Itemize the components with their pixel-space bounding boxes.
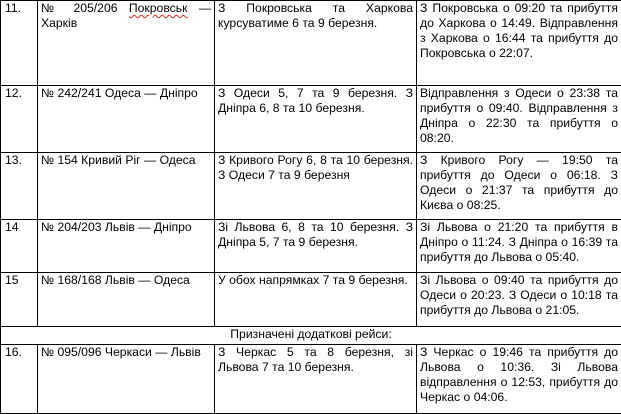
train-route: № 154 Кривий Ріг — Одеса (38, 153, 215, 220)
section-title: Призначені додаткові рейси: (1, 327, 621, 345)
route-city-flagged: Покровськ (129, 1, 188, 15)
train-route: № 168/168 Львів — Одеса (38, 273, 215, 327)
run-dates: З Одеси 5, 7 та 9 березня. З Дніпра 6, 8 та 10 березня. (215, 86, 417, 153)
train-route (38, 1, 215, 86)
route-number: № 205/206 (41, 1, 118, 15)
table-row (1, 86, 621, 153)
train-route: № 204/203 Львів — Дніпро (38, 220, 215, 273)
run-dates: З Черкас 5 та 8 березня, зі Львова 7 та 10 березня. (215, 345, 417, 414)
run-times: З Покровська о 09:20 та прибуття до Харкова о 14:49. Відправлення з Харкова о 16:44 та прибуття до Покровська о 22:07. (417, 1, 621, 86)
table-row (1, 345, 621, 414)
run-times: З Черкас о 19:46 та прибуття до Львова о 10:36. Зі Львова відправлення о 12:53, прибуття до Черкас о 04:06. (417, 345, 621, 414)
route-destination: — Харків (41, 1, 211, 30)
section-row (1, 327, 621, 345)
run-times: Зі Львова о 21:20 та прибуття в Дніпро о 11:24. З Дніпра о 16:39 та прибуття до Львова о 05:40. (417, 220, 621, 273)
run-dates: У обох напрямках 7 та 9 березня. (215, 273, 417, 327)
table-row (1, 220, 621, 273)
row-number: 11. (1, 1, 38, 86)
row-number: 14 (1, 220, 38, 273)
run-times: Відправлення з Одеси о 23:38 та прибуття о 09:40. Відправлення з Дніпра о 22:30 та прибуття о 08:20. (417, 86, 621, 153)
run-times: З Кривого Рогу — 19:50 та прибуття до Одеси о 06:18. З Одеси о 21:37 та прибуття до Києва о 08:25. (417, 153, 621, 220)
table-row (1, 1, 621, 86)
row-number: 15 (1, 273, 38, 327)
row-number: 16. (1, 345, 38, 414)
table-row (1, 273, 621, 327)
table-row (1, 153, 621, 220)
train-route: № 095/096 Черкаси — Львів (38, 345, 215, 414)
train-route: № 242/241 Одеса — Дніпро (38, 86, 215, 153)
row-number: 12. (1, 86, 38, 153)
run-dates: З Покровська та Харкова курсуватиме 6 та 9 березня. (215, 1, 417, 86)
run-times: Зі Львова о 09:40 та прибуття до Одеси о 20:23. З Одеси о 10:18 та прибуття до Львова о 21:05. (417, 273, 621, 327)
row-number: 13. (1, 153, 38, 220)
run-dates: З Кривого Рогу 6, 8 та 10 березня. З Одеси 7 та 9 березня (215, 153, 417, 220)
run-dates: Зі Львова 6, 8 та 10 березня. З Дніпра 5, 7 та 9 березня. (215, 220, 417, 273)
